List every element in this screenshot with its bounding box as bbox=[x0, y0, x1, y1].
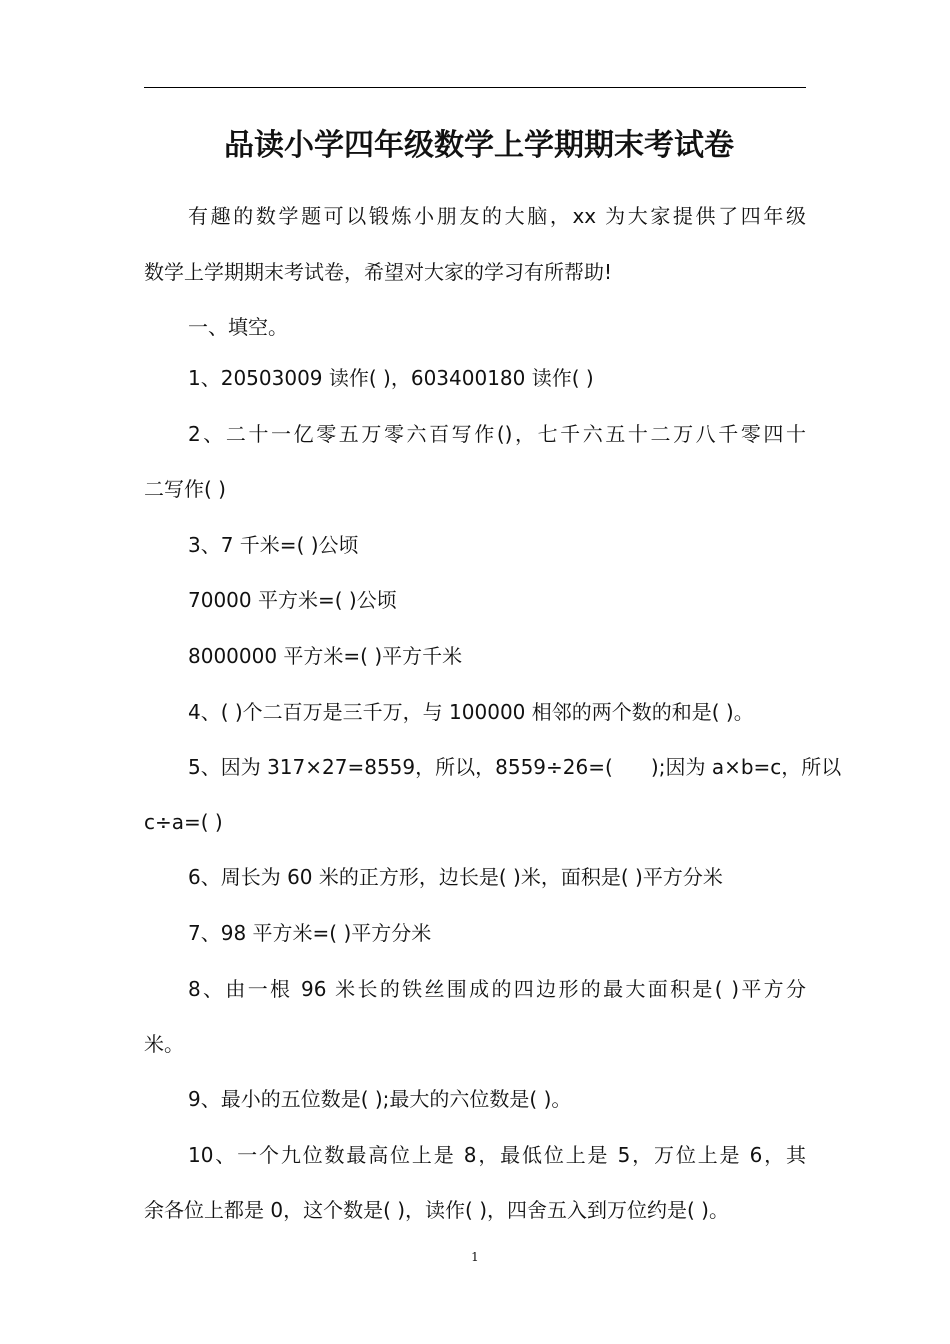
page-number: 1 bbox=[471, 1250, 479, 1264]
question-3-part-3: 8000000 平方米=( )平方千米 bbox=[188, 644, 463, 668]
question-6: 6、周长为 60 米的正方形，边长是( )米，面积是( )平方分米 bbox=[188, 865, 723, 889]
question-2-line-2: 二写作( ) bbox=[144, 477, 226, 501]
question-10-line-2: 余各位上都是 0，这个数是( )，读作( )，四舍五入到万位约是( )。 bbox=[144, 1198, 729, 1222]
question-9: 9、最小的五位数是( );最大的六位数是( )。 bbox=[188, 1087, 572, 1111]
document-title: 品读小学四年级数学上学期期末考试卷 bbox=[224, 128, 734, 163]
question-7: 7、98 平方米=( )平方分米 bbox=[188, 921, 432, 945]
header-rule bbox=[144, 87, 806, 88]
question-4: 4、( )个二百万是三千万，与 100000 相邻的两个数的和是( )。 bbox=[188, 700, 754, 724]
question-3-part-2: 70000 平方米=( )公顷 bbox=[188, 588, 397, 612]
question-8-line-2: 米。 bbox=[144, 1032, 184, 1056]
section-heading: 一、填空。 bbox=[188, 315, 288, 339]
question-2-line-1: 2、二十一亿零五万零六百写作()，七千六五十二万八千零四十 bbox=[188, 422, 806, 446]
question-3: 3、7 千米=( )公顷 bbox=[188, 533, 359, 557]
intro-line-1: 有趣的数学题可以锻炼小朋友的大脑，xx 为大家提供了四年级 bbox=[188, 204, 806, 228]
question-8-line-1: 8、由一根 96 米长的铁丝围成的四边形的最大面积是( )平方分 bbox=[188, 977, 806, 1001]
question-10-line-1: 10、一个九位数最高位上是 8，最低位上是 5，万位上是 6，其 bbox=[188, 1143, 806, 1167]
question-1: 1、20503009 读作( )，603400180 读作( ) bbox=[188, 366, 594, 390]
question-5-line-1: 5、因为 317×27=8559，所以，8559÷26=( );因为 a×b=c，所以 bbox=[188, 755, 842, 779]
intro-line-2: 数学上学期期末考试卷，希望对大家的学习有所帮助! bbox=[144, 260, 613, 284]
question-5-line-2: c÷a=( ) bbox=[144, 810, 223, 834]
